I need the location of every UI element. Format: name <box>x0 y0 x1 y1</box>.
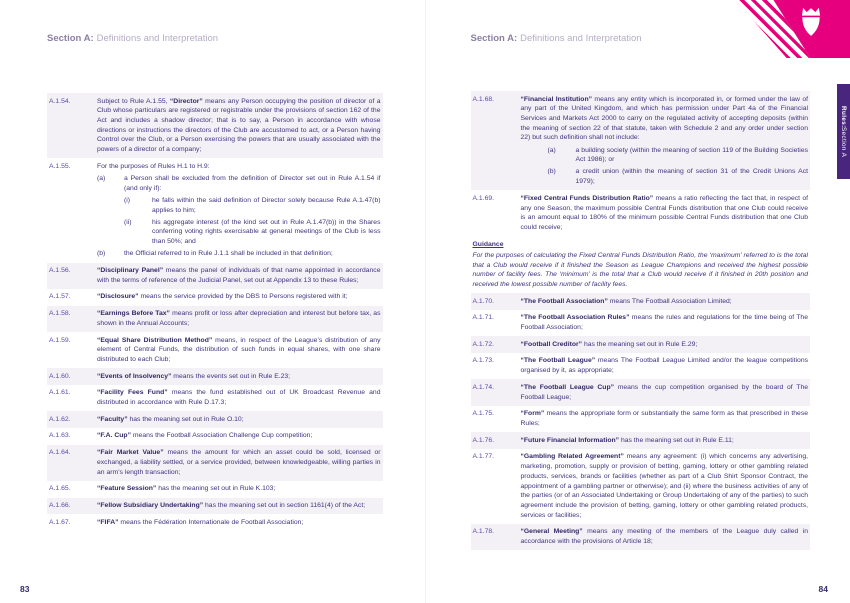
text-run: means any agreement: (i) which concerns any advertising, marketing, promotion, supply or provision of betting, gaming, lottery or other gambling related products, services, brands or facilities (whether as part of a Club Shirt Sponsor Contract, the appointment of a gambling partner or otherwise); and (ii) where the business activities of any of the parties (or of an Associated Undertaking or Group Undertaking of any of the parties) to such agreement include the provision of betting, gaming, lottery or other gambling related products, services or facilities; <box>520 453 808 519</box>
clause-label: (a) <box>97 174 106 182</box>
rule-number: A.1.66. <box>49 502 71 509</box>
defined-term: “Fair Market Value” <box>97 449 164 457</box>
clause-text <box>97 448 381 477</box>
rule-text-block <box>521 340 809 350</box>
rule-content <box>521 383 809 402</box>
rule-content <box>521 194 809 233</box>
defined-term: “The Football League” <box>520 357 596 365</box>
rule-text-block <box>97 292 381 302</box>
rule-row <box>47 289 383 306</box>
defined-term: “Feature Session” <box>97 485 157 493</box>
rule-text-block <box>521 95 809 144</box>
defined-term: “Faculty” <box>97 415 128 423</box>
rule-number: A.1.60. <box>49 372 71 380</box>
text-run: has the meaning set out in section 1161(4) of the Act; <box>203 502 366 509</box>
rule-row <box>471 310 811 336</box>
defined-term: “Football Creditor” <box>520 340 583 348</box>
clause-text <box>124 174 381 193</box>
rule-row <box>47 481 383 498</box>
rule-text-block <box>97 518 381 528</box>
rule-number: A.1.63. <box>49 432 71 440</box>
clause-text <box>521 383 809 402</box>
rule-row <box>47 368 383 385</box>
rule-number: A.1.76. <box>472 436 495 444</box>
rule-text-block <box>97 372 381 382</box>
rule-number: A.1.62. <box>49 415 71 423</box>
defined-term: “The Football Association Rules” <box>520 314 630 322</box>
rule-row <box>471 432 811 449</box>
clause-text <box>97 336 381 365</box>
text-run: means, in respect of the League’s distribution of any element of Central Funds, the distribution of such funds in equal shares, with one share distributed to each Club; <box>97 336 381 363</box>
text-run: For the purposes of Rules H.1 to H.9: <box>97 162 210 170</box>
rule-text-block <box>548 167 809 186</box>
rule-content <box>521 340 809 350</box>
rule-text-block <box>521 409 809 428</box>
text-run: means any Person occupying the position of director of a Club whose particulars are registered or registrable under the provisions of section 162 of the Act and includes a shadow director; that is to say, a Person in accordance with whose directions or instructions the directors of the Club are accustomed to act, or a Person having Control over the Club, or a Person exercising the powers that are usually associated with the powers of a director of a company; <box>97 97 381 154</box>
text-run: his aggregate interest (of the kind set out in Rule A.1.47(b)) in the Shares conferring voting rights exercisable at general meetings of the Club is less than 50%; and <box>152 218 381 246</box>
defined-term: “General Meeting” <box>520 528 583 536</box>
rule-row <box>471 379 811 405</box>
clause-text <box>97 415 381 425</box>
rule-content <box>521 436 809 446</box>
rule-row <box>47 514 383 531</box>
text-run: means the Football Association Challenge Cup competition; <box>130 432 313 440</box>
defined-term: “The Football Association” <box>520 297 608 305</box>
rule-text-block <box>97 415 381 425</box>
text-run: a credit union (within the meaning of section 31 of the Credit Unions Act 1979); <box>575 168 808 186</box>
rule-text-block <box>97 309 381 328</box>
rule-content <box>97 431 381 441</box>
rule-text-block <box>97 249 381 259</box>
section-label: Section A: <box>470 33 518 44</box>
clause-text <box>97 484 381 494</box>
section-label: Section A: <box>47 33 94 44</box>
rule-number: A.1.73. <box>472 357 495 365</box>
rule-row <box>47 332 383 368</box>
clause-text <box>152 218 381 247</box>
rule-content <box>521 527 809 546</box>
rule-content <box>97 484 381 494</box>
rule-row <box>47 93 383 158</box>
text-run: means The Football League Limited and/or the league competitions organised by it, as appropriate; <box>520 357 808 375</box>
rule-number: A.1.54. <box>49 97 71 105</box>
text-run: a building society (within the meaning of section 119 of the Building Societies Act 1986); or <box>575 146 808 164</box>
rule-text-block <box>548 146 809 165</box>
defined-term: “Financial Institution” <box>520 95 593 103</box>
rule-text-block <box>97 448 381 477</box>
section-tab <box>837 84 850 179</box>
page-header <box>471 33 811 44</box>
clause-text <box>521 297 809 307</box>
page-number: 83 <box>20 584 30 594</box>
rule-number: A.1.77. <box>472 453 495 461</box>
rule-text-block <box>97 336 381 365</box>
rule-text-block <box>97 162 381 172</box>
rule-number: A.1.57. <box>49 293 71 301</box>
rule-text-block <box>124 196 381 215</box>
defined-term: “Disclosure” <box>97 293 139 301</box>
clause-text <box>97 501 381 511</box>
clause-text <box>576 146 809 165</box>
rule-row <box>471 406 811 432</box>
rule-content <box>97 388 381 407</box>
tab-label-bold: Rules: <box>840 105 847 128</box>
clause-label: (a) <box>547 146 556 154</box>
clause-text <box>521 313 809 332</box>
defined-term: “Events of Insolvency” <box>97 372 172 380</box>
text-run: has the meaning set out in Rule E.11; <box>619 436 734 444</box>
defined-term: “Facility Fees Fund” <box>97 389 168 397</box>
rule-row <box>47 385 383 411</box>
defined-term: “Equal Share Distribution Method” <box>97 336 213 344</box>
rule-number: A.1.74. <box>472 383 495 391</box>
rule-row <box>471 190 811 236</box>
rule-row <box>471 524 811 550</box>
text-run: means the cup competition organised by the board of The Football League; <box>520 383 808 401</box>
clause-text <box>152 196 381 215</box>
clause-text <box>521 436 809 446</box>
defined-term: “Gambling Related Agreement” <box>520 453 624 461</box>
clause-text <box>521 340 809 350</box>
rule-row <box>47 158 383 262</box>
text-run: means The Football Association Limited; <box>607 297 732 305</box>
defined-term: “Future Financial Information” <box>520 436 620 444</box>
page-right <box>425 0 850 603</box>
clause-label: (b) <box>547 168 556 176</box>
clause-text <box>97 266 381 285</box>
rule-text-block <box>521 297 809 307</box>
clause-text <box>521 452 809 520</box>
text-run: means any entity which is incorporated in, or formed under the law of any part of the United Kingdom, and which has permission under Part 4a of the Financial Services and Markets Act 2000 to carry on the regulated activity of accepting deposits (within the meaning of section 22 of that statute, taken with Schedule 2 and any order under section 22) but such definition shall not include: <box>520 95 808 142</box>
rule-text-block <box>97 501 381 511</box>
rule-content <box>521 409 809 428</box>
rule-content <box>97 162 381 259</box>
text-run: means the appropriate form or substantially the same form as that prescribed in these Rules; <box>520 410 808 427</box>
defined-term: “FIFA” <box>97 518 119 526</box>
clause-text <box>124 249 381 259</box>
defined-term: “Director” <box>169 97 203 105</box>
rule-content <box>97 336 381 365</box>
rule-text-block <box>97 266 381 285</box>
rule-text-block <box>521 452 809 520</box>
rule-number: A.1.58. <box>49 310 71 318</box>
text-run: means profit or loss after depreciation and interest but before tax, as shown in the Annual Accounts; <box>97 310 381 327</box>
clause-label: (b) <box>97 250 106 258</box>
text-run: means the panel of individuals of that name appointed in accordance with the terms of reference of the Judicial Panel, set out at Appendix 13 to these Rules; <box>97 267 381 284</box>
rule-content <box>521 313 809 332</box>
defined-term: “Earnings Before Tax” <box>97 310 170 318</box>
rule-row <box>47 306 383 332</box>
rule-number: A.1.68. <box>472 95 495 103</box>
definitions-list <box>471 91 811 550</box>
rule-text-block <box>97 97 381 155</box>
rule-row <box>47 411 383 428</box>
rule-text-block <box>97 484 381 494</box>
rule-row <box>47 445 383 481</box>
clause-label: (i) <box>124 196 131 204</box>
rule-row <box>471 293 811 310</box>
rule-row <box>47 263 383 289</box>
rule-row <box>47 428 383 445</box>
rule-row <box>471 449 811 524</box>
text-run: means the Fédération Internationale de Football Association; <box>118 518 304 526</box>
rule-number: A.1.59. <box>49 336 71 344</box>
rule-content <box>97 415 381 425</box>
clause-text <box>521 527 809 546</box>
page-number: 84 <box>818 584 828 594</box>
rule-number: A.1.56. <box>49 267 71 275</box>
rule-text-block <box>521 436 809 446</box>
defined-term: “Disciplinary Panel” <box>97 267 164 275</box>
rule-text-block <box>97 388 381 407</box>
rule-row <box>471 353 811 379</box>
rule-text-block <box>521 527 809 546</box>
guidance-paragraph: For the purposes of calculating the Fixed Central Funds Distribution Ratio, the ‘maximum’ referred to is the total that a Club would receive if it finished the Season as League Champions and received the highest possible number of facility fees. The ‘minimum’ is the total that a Club would receive if it finished in 20th position and received the lowest possible number of facility fees. <box>472 251 808 288</box>
rule-number: A.1.72. <box>472 340 495 348</box>
section-title: Definitions and Interpretation <box>520 33 642 44</box>
rule-number: A.1.55. <box>49 162 71 170</box>
page-header <box>47 33 385 44</box>
rule-content <box>97 372 381 382</box>
rule-content <box>521 95 809 187</box>
rule-text-block <box>97 431 381 441</box>
rule-content <box>521 297 809 307</box>
definitions-list <box>47 93 383 531</box>
clause-text <box>97 97 381 155</box>
rule-content <box>521 452 809 520</box>
text-run: he falls within the said definition of Director solely because Rule A.1.47(b) applies to him; <box>152 196 381 214</box>
rule-number: A.1.71. <box>472 314 495 322</box>
section-title: Definitions and Interpretation <box>96 33 219 44</box>
rule-content <box>97 448 381 477</box>
guidance-heading: Guidance <box>472 240 504 248</box>
text-run: Subject to Rule A.1.55, <box>97 97 170 105</box>
tab-label: Section A <box>840 127 847 158</box>
rule-content <box>97 266 381 285</box>
text-run: has the meaning set out in Rule E.29; <box>582 340 698 348</box>
text-run: a Person shall be excluded from the definition of Director set out in Rule A.1.54 if (and only if): <box>124 174 381 192</box>
rule-number: A.1.67. <box>49 518 71 526</box>
text-run: the Official referred to in Rule J.1.1 shall be included in that definition; <box>124 250 333 258</box>
clause-text <box>521 194 809 233</box>
clause-label: (ii) <box>124 218 132 226</box>
text-run: means the events set out in Rule E.23; <box>171 372 291 380</box>
rule-text-block <box>521 313 809 332</box>
clause-text <box>97 309 381 328</box>
text-run: means any meeting of the members of the League duly called in accordance with the provisions of Article 18; <box>520 528 808 546</box>
text-run: means a ratio reflecting the fact that, in respect of any one Season, the maximum possible Central Funds distribution that one Club could receive is an amount equal to 180% of the minimum possible Central Funds distribution that one Club could receive; <box>520 194 808 231</box>
rule-number: A.1.61. <box>49 389 71 397</box>
clause-text <box>97 292 381 302</box>
defined-term: “Form” <box>520 410 545 418</box>
rule-number: A.1.75. <box>472 410 495 418</box>
rule-content <box>97 501 381 511</box>
text-run: means the service provided by the DBS to Persons registered with it; <box>138 293 348 301</box>
rule-row <box>47 498 383 515</box>
text-run: means the fund established out of UK Broadcast Revenue and distributed in accordance with Rule D.17.3; <box>97 389 381 407</box>
defined-term: “Fixed Central Funds Distribution Ratio” <box>520 194 654 202</box>
clause-text <box>576 167 809 186</box>
rule-row <box>471 336 811 353</box>
clause-text <box>521 95 809 144</box>
clause-text <box>97 431 381 441</box>
defined-term: “The Football League Cup” <box>520 383 615 391</box>
clause-text <box>521 356 809 375</box>
clause-text <box>97 388 381 407</box>
rule-number: A.1.65. <box>49 485 71 493</box>
text-run: means the rules and regulations for the time being of The Football Association; <box>520 314 808 332</box>
rule-text-block <box>521 383 809 402</box>
rule-number: A.1.78. <box>472 528 495 536</box>
clause-text <box>97 162 381 172</box>
rule-content <box>97 309 381 328</box>
rule-text-block <box>124 218 381 247</box>
rule-number: A.1.70. <box>472 297 495 305</box>
rule-row <box>471 91 811 190</box>
defined-term: “F.A. Cup” <box>97 432 131 440</box>
text-run: means the amount for which an asset could be sold, licensed or exchanged, a liability settled, or a service provided, between knowledgeable, willing parties in an arm’s length transaction; <box>97 449 381 476</box>
rule-content <box>97 97 381 155</box>
rule-number: A.1.69. <box>472 194 495 202</box>
rule-text-block <box>97 174 381 193</box>
clause-text <box>521 409 809 428</box>
rule-content <box>97 292 381 302</box>
clause-text <box>97 518 381 528</box>
guidance-block <box>471 236 811 293</box>
text-run: has the meaning set out in Rule K.103; <box>156 485 276 493</box>
clause-text <box>97 372 381 382</box>
defined-term: “Fellow Subsidiary Undertaking” <box>97 502 204 509</box>
rule-text-block <box>521 356 809 375</box>
rule-content <box>97 518 381 528</box>
rule-number: A.1.64. <box>49 449 71 457</box>
text-run: has the meaning set out in Rule O.10; <box>127 415 244 423</box>
rule-content <box>521 356 809 375</box>
rule-text-block <box>521 194 809 233</box>
